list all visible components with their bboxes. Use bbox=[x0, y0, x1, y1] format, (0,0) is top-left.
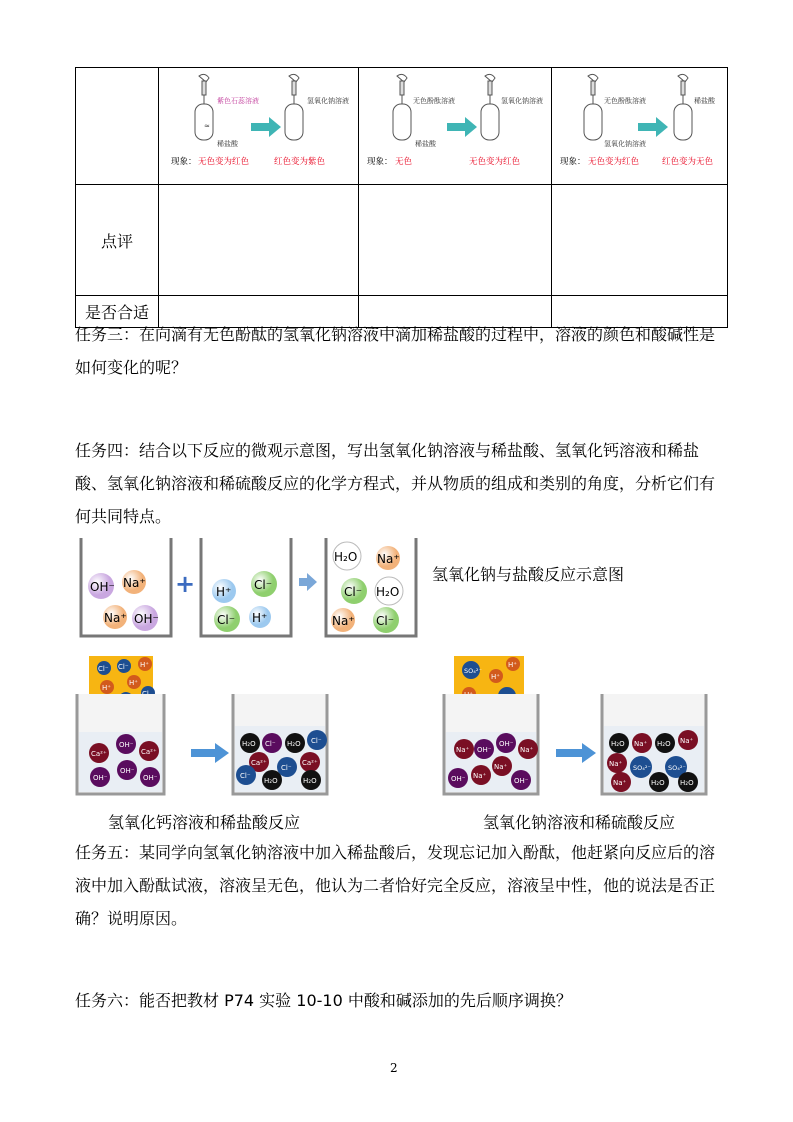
svg-text:H₂O: H₂O bbox=[376, 585, 400, 599]
svg-text:OH⁻: OH⁻ bbox=[134, 612, 159, 626]
dropper-right-label: 氢氧化钠溶液 bbox=[501, 97, 543, 105]
caoh-hcl-diagram bbox=[73, 654, 338, 804]
svg-text:Na⁺: Na⁺ bbox=[613, 779, 627, 787]
svg-text:OH⁻: OH⁻ bbox=[451, 775, 466, 783]
tube-left-label: 氢氧化钠溶液 bbox=[604, 140, 646, 148]
svg-text:Ca²⁺: Ca²⁺ bbox=[141, 748, 157, 756]
experiment-cell-2 bbox=[359, 68, 552, 185]
svg-text:Cl⁻: Cl⁻ bbox=[98, 665, 109, 673]
svg-text:Cl⁻: Cl⁻ bbox=[254, 578, 273, 592]
svg-text:H₂O: H₂O bbox=[657, 740, 671, 748]
svg-text:Cl⁻: Cl⁻ bbox=[240, 772, 251, 780]
dropper-left-label: 无色酚酞溶液 bbox=[413, 97, 455, 105]
page-number: 2 bbox=[390, 1061, 398, 1075]
phenomenon-left: 无色变为红色 bbox=[198, 157, 250, 167]
experiment-table bbox=[75, 67, 728, 328]
svg-text:≈: ≈ bbox=[204, 122, 210, 130]
svg-text:H₂O: H₂O bbox=[303, 777, 317, 785]
dropper-right-label: 氢氧化钠溶液 bbox=[307, 97, 349, 105]
svg-text:Cl⁻: Cl⁻ bbox=[217, 613, 236, 627]
svg-text:H⁺: H⁺ bbox=[140, 661, 149, 669]
review-cell-1[interactable] bbox=[159, 185, 359, 296]
task4-line2: 酸、氢氧化钠溶液和稀硫酸反应的化学方程式，并从物质的组成和类别的角度，分析它们有 bbox=[75, 474, 716, 493]
phenomenon-right: 无色变为红色 bbox=[469, 157, 521, 167]
arrow-icon bbox=[299, 573, 317, 591]
experiment-3-illustration bbox=[552, 68, 727, 180]
svg-text:SO₄²⁻: SO₄²⁻ bbox=[633, 764, 651, 772]
svg-text:Cl⁻: Cl⁻ bbox=[376, 614, 395, 628]
phenomenon-label: 现象： bbox=[560, 157, 586, 167]
svg-text:H₂O: H₂O bbox=[680, 779, 694, 787]
svg-text:OH⁻: OH⁻ bbox=[119, 741, 134, 749]
experiment-cell-1 bbox=[159, 68, 359, 185]
naoh-hcl-caption: 氢氧化钠与盐酸反应示意图 bbox=[432, 565, 625, 584]
svg-text:Cl⁻: Cl⁻ bbox=[265, 740, 276, 748]
svg-text:OH⁻: OH⁻ bbox=[143, 774, 158, 782]
svg-text:Na⁺: Na⁺ bbox=[104, 611, 127, 625]
svg-text:H⁺: H⁺ bbox=[252, 611, 268, 625]
phenomenon-right: 红色变为无色 bbox=[662, 157, 714, 167]
svg-text:Na⁺: Na⁺ bbox=[520, 746, 534, 754]
task3-line2: 如何变化的呢？ bbox=[75, 358, 188, 377]
task6-paragraph: 任务六：能否把教材 P74 实验 10-10 中酸和碱添加的先后顺序调换？ bbox=[75, 991, 572, 1010]
svg-text:OH⁻: OH⁻ bbox=[499, 740, 514, 748]
task5-line3: 确？说明原因。 bbox=[75, 909, 188, 928]
table-corner-cell bbox=[76, 68, 159, 185]
svg-text:H₂O: H₂O bbox=[242, 740, 256, 748]
review-cell-3[interactable] bbox=[552, 185, 728, 296]
svg-text:OH⁻: OH⁻ bbox=[90, 580, 115, 594]
naoh-hcl-diagram bbox=[77, 534, 422, 642]
svg-text:H⁺: H⁺ bbox=[102, 684, 111, 692]
svg-text:Na⁺: Na⁺ bbox=[473, 772, 487, 780]
svg-text:OH⁻: OH⁻ bbox=[120, 767, 135, 775]
svg-text:OH⁻: OH⁻ bbox=[93, 774, 108, 782]
svg-text:H₂O: H₂O bbox=[287, 740, 301, 748]
svg-text:H₂O: H₂O bbox=[611, 740, 625, 748]
svg-text:Na⁺: Na⁺ bbox=[680, 737, 694, 745]
dropper-left-label: 紫色石蕊溶液 bbox=[217, 97, 259, 105]
svg-text:H₂O: H₂O bbox=[651, 779, 665, 787]
dropper-left-label: 无色酚酞溶液 bbox=[604, 97, 646, 105]
svg-text:Cl⁻: Cl⁻ bbox=[281, 764, 292, 772]
svg-text:H⁺: H⁺ bbox=[508, 661, 517, 669]
task5-paragraph bbox=[75, 836, 725, 935]
caoh-hcl-caption: 氢氧化钙溶液和稀盐酸反应 bbox=[108, 813, 301, 832]
svg-text:Ca²⁺: Ca²⁺ bbox=[251, 759, 267, 767]
naoh-h2so4-diagram bbox=[440, 654, 710, 804]
experiment-2-illustration bbox=[359, 68, 551, 180]
svg-text:Na⁺: Na⁺ bbox=[609, 760, 623, 768]
svg-text:Na⁺: Na⁺ bbox=[377, 552, 400, 566]
svg-text:H⁺: H⁺ bbox=[129, 679, 138, 687]
row-label-suitable: 是否合适 bbox=[76, 296, 159, 328]
arrow-icon bbox=[447, 117, 477, 137]
svg-text:Ca²⁺: Ca²⁺ bbox=[91, 750, 107, 758]
plus-icon: + bbox=[175, 570, 196, 598]
svg-text:H⁺: H⁺ bbox=[216, 585, 232, 599]
svg-text:Ca²⁺: Ca²⁺ bbox=[302, 759, 318, 767]
task4-line1: 任务四：结合以下反应的微观示意图，写出氢氧化钠溶液与稀盐酸、氢氧化钙溶液和稀盐 bbox=[75, 441, 700, 460]
tube-left-label: 稀盐酸 bbox=[415, 140, 436, 148]
task4-paragraph bbox=[75, 434, 725, 533]
arrow-icon bbox=[191, 743, 229, 763]
experiment-1-illustration bbox=[159, 68, 358, 180]
arrow-icon bbox=[638, 117, 668, 137]
phenomenon-label: 现象： bbox=[171, 157, 197, 167]
svg-text:OH⁻: OH⁻ bbox=[514, 777, 529, 785]
task4-line3: 何共同特点。 bbox=[75, 507, 172, 526]
svg-text:Cl⁻: Cl⁻ bbox=[344, 585, 363, 599]
phenomenon-right: 红色变为紫色 bbox=[274, 157, 326, 167]
task5-line1: 任务五：某同学向氢氧化钠溶液中加入稀盐酸后，发现忘记加入酚酞，他赶紧向反应后的溶 bbox=[75, 843, 716, 862]
task3-line1: 任务三：在向滴有无色酚酞的氢氧化钠溶液中滴加稀盐酸的过程中，溶液的颜色和酸碱性是 bbox=[75, 325, 716, 344]
row-label-review: 点评 bbox=[76, 185, 159, 296]
phenomenon-label: 现象： bbox=[367, 157, 393, 167]
arrow-icon bbox=[251, 117, 281, 137]
experiment-cell-3 bbox=[552, 68, 728, 185]
tube-left-label: 稀盐酸 bbox=[217, 140, 238, 148]
svg-text:Na⁺: Na⁺ bbox=[494, 763, 508, 771]
naoh-h2so4-caption: 氢氧化钠溶液和稀硫酸反应 bbox=[483, 813, 676, 832]
svg-text:H₂O: H₂O bbox=[264, 777, 278, 785]
phenomenon-left: 无色变为红色 bbox=[588, 157, 640, 167]
svg-text:Cl⁻: Cl⁻ bbox=[311, 737, 322, 745]
arrow-icon bbox=[556, 743, 596, 763]
phenomenon-left: 无色 bbox=[395, 157, 413, 167]
svg-text:H⁺: H⁺ bbox=[491, 673, 500, 681]
svg-text:OH⁻: OH⁻ bbox=[477, 746, 492, 754]
svg-text:Na⁺: Na⁺ bbox=[123, 576, 146, 590]
svg-text:H₂O: H₂O bbox=[334, 550, 358, 564]
svg-text:Na⁺: Na⁺ bbox=[332, 614, 355, 628]
svg-text:Cl⁻: Cl⁻ bbox=[118, 663, 129, 671]
svg-text:SO₄²⁻: SO₄²⁻ bbox=[668, 764, 686, 772]
svg-text:Na⁺: Na⁺ bbox=[456, 746, 470, 754]
dropper-right-label: 稀盐酸 bbox=[694, 97, 715, 105]
task3-paragraph bbox=[75, 318, 725, 384]
svg-text:SO₄²⁻: SO₄²⁻ bbox=[464, 667, 482, 675]
task5-line2: 液中加入酚酞试液，溶液呈无色，他认为二者恰好完全反应，溶液呈中性，他的说法是否正 bbox=[75, 876, 716, 895]
review-cell-2[interactable] bbox=[359, 185, 552, 296]
svg-text:Na⁺: Na⁺ bbox=[634, 740, 648, 748]
